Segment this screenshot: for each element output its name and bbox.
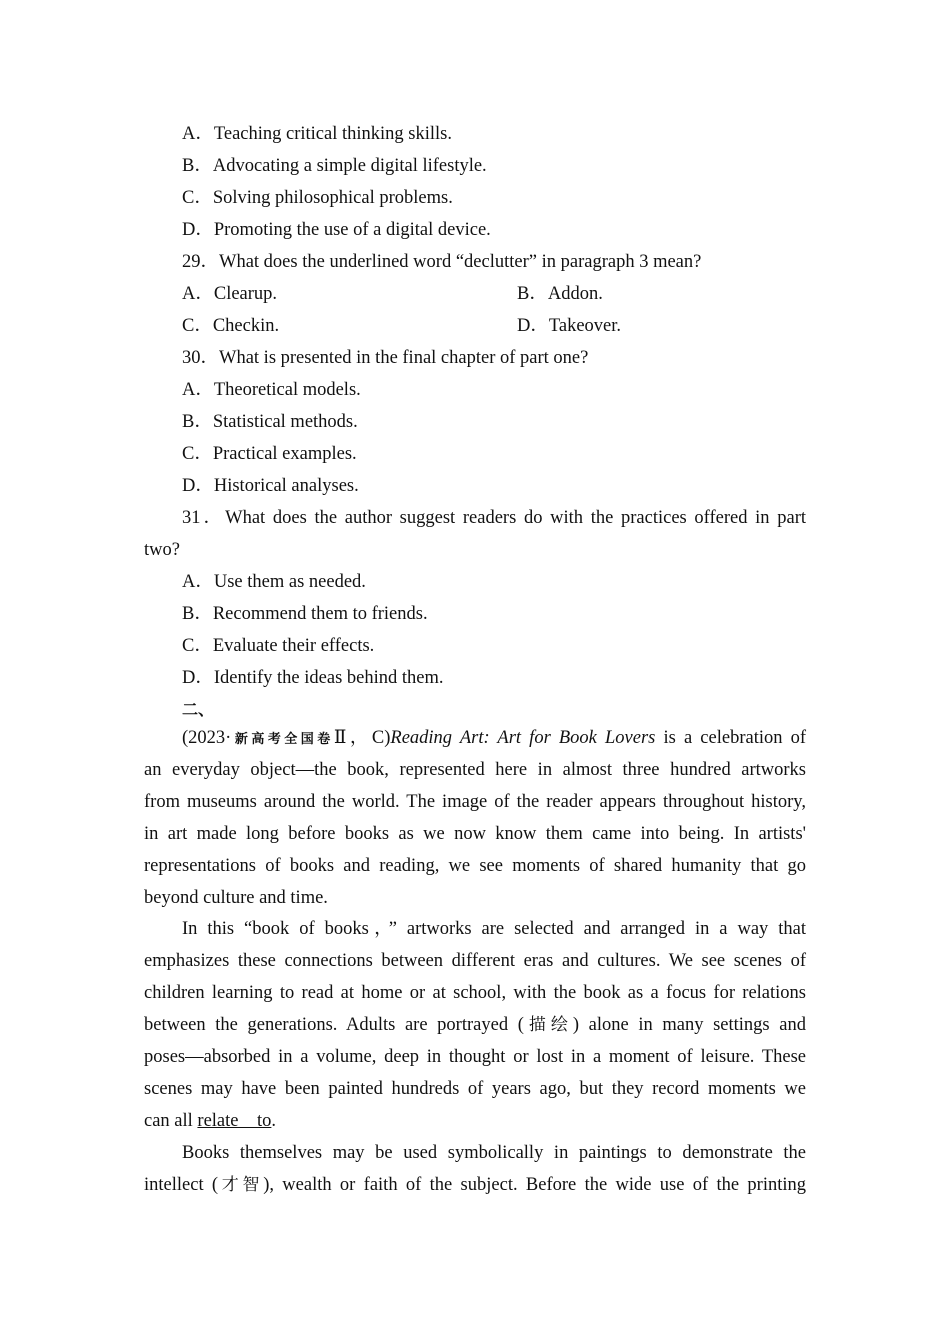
p2-line4-a: between the generations. Adults are portrayed ( (144, 1015, 524, 1035)
underlined-phrase: relate to (197, 1111, 272, 1131)
q28-option-b: B．Advocating a simple digital lifestyle. (182, 156, 487, 176)
q30-question: 30．What is presented in the final chapter of part one? (182, 348, 589, 368)
q31-option-d: D．Identify the ideas behind them. (182, 668, 444, 688)
passage-p1-line6: beyond culture and time. (144, 888, 328, 908)
passage-p2-line1: In this “book of books，” artworks are selected and arranged in a way that (182, 919, 806, 939)
q31-option-b: B．Recommend them to friends. (182, 604, 428, 624)
passage-p1-line3: from museums around the world. The image of the reader appears throughout history, (144, 792, 806, 812)
passage-p2-line3: children learning to read at home or at school, with the book as a focus for relations (144, 983, 806, 1003)
p3-line2-a: intellect ( (144, 1175, 219, 1195)
q28-option-d: D．Promoting the use of a digital device. (182, 220, 491, 240)
source-name: 新高考全国卷 (231, 732, 334, 747)
p3-line2-cjk: 才智 (218, 1175, 264, 1195)
q30-option-c: C．Practical examples. (182, 444, 357, 464)
passage-p2-line7 (144, 1105, 806, 1137)
q31-question-line1: 31．What does the author suggest readers do with the practices offered in part (182, 508, 806, 528)
passage-p2-line4 (144, 1009, 806, 1041)
passage-p3-line1: Books themselves may be used symbolically in paintings to demonstrate the (182, 1143, 806, 1163)
p2-line7-b: . (271, 1111, 277, 1131)
book-title: Reading Art: Art for Book Lovers (390, 728, 656, 748)
p3-line2-b: ), wealth or faith of the subject. Before the wide use of the printing (263, 1175, 807, 1195)
q30-option-b: B．Statistical methods. (182, 412, 358, 432)
q31-option-a: A．Use them as needed. (182, 572, 366, 592)
q31-option-c: C．Evaluate their effects. (182, 636, 375, 656)
q31-question-line2: two? (144, 540, 180, 560)
passage-p1-line5: representations of books and reading, we see moments of shared humanity that go (144, 856, 806, 876)
q29-question: 29．What does the underlined word “declutter” in paragraph 3 mean? (182, 252, 702, 272)
q28-option-a: A．Teaching critical thinking skills. (182, 124, 452, 144)
q29-option-a: A．Clearup. (182, 284, 278, 304)
p2-line4-cjk: 描绘 (523, 1015, 573, 1035)
q28-option-c: C．Solving philosophical problems. (182, 188, 453, 208)
q30-option-a: A．Theoretical models. (182, 380, 361, 400)
passage-p1-line2: an everyday object—the book, represented here in almost three hundred artworks (144, 760, 806, 780)
passage-p1-line4: in art made long before books as we now know them came into being. In artists' (144, 824, 806, 844)
p2-line4-b: ) alone in many settings and (572, 1015, 806, 1035)
passage-p2-line2: emphasizes these connections between different eras and cultures. We see scenes of (144, 951, 806, 971)
source-open: (2023· (182, 728, 232, 748)
source-tail: Ⅱ，C) (333, 728, 391, 748)
q30-option-d: D．Historical analyses. (182, 476, 359, 496)
q29-option-c: C．Checkin. (182, 316, 280, 336)
p2-line7-a: can all (144, 1111, 198, 1131)
q29-option-d: D．Takeover. (517, 316, 622, 336)
passage-p2-line6: scenes may have been painted hundreds of years ago, but they record moments we (144, 1079, 806, 1099)
section-label: 二、 (182, 700, 215, 719)
q29-option-b: B．Addon. (517, 284, 603, 304)
passage-p2-line5: poses—absorbed in a volume, deep in thought or lost in a moment of leisure. These (144, 1047, 806, 1067)
passage-p1-line1 (182, 722, 806, 756)
p1-line1-tail: is a celebration of (655, 728, 807, 748)
passage-p3-line2 (144, 1169, 806, 1201)
